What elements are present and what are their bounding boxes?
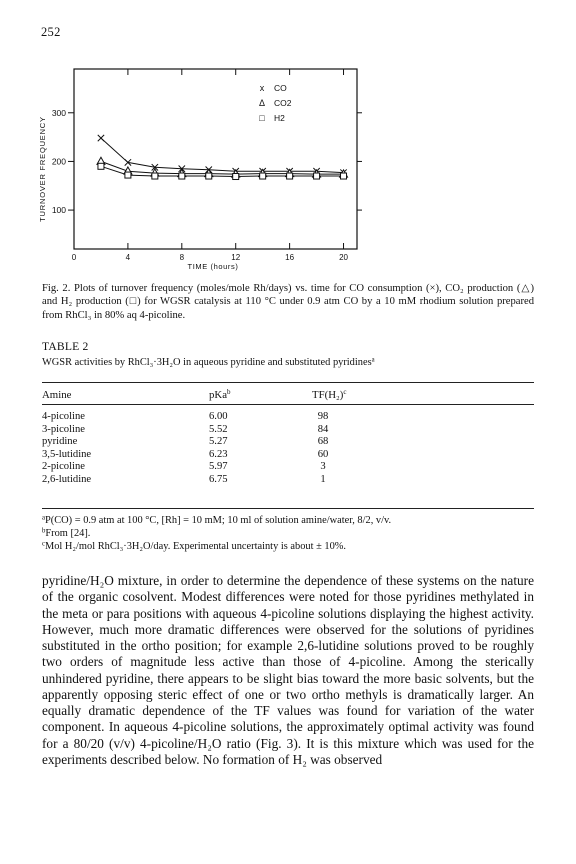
footnote-text: Mol H₂/mol RhCl₃·3H₂O/day. Experimental uncertainty is about ± 10%.	[45, 541, 347, 553]
x-tick-label: 4	[125, 253, 131, 262]
footnote-c	[42, 540, 542, 553]
cell-pka: 5.97	[209, 461, 228, 473]
header-pka	[209, 389, 231, 401]
cell-tf: 1	[320, 473, 326, 485]
table-row	[42, 424, 534, 437]
table-caption	[42, 357, 542, 368]
header-tf-label: TF(H₂)	[312, 389, 344, 401]
table-header-rule	[42, 404, 534, 405]
cell-amine: 2,6-lutidine	[42, 473, 92, 485]
footnote-mark: b	[42, 527, 46, 535]
x-tick-label: 8	[179, 253, 185, 262]
cell-pka: 6.23	[209, 448, 228, 460]
cell-pka: 5.52	[209, 423, 228, 435]
y-tick-label: 300	[51, 107, 66, 118]
table-row	[42, 449, 534, 462]
x-tick-label: 0	[71, 253, 77, 262]
header-tf-mark: c	[343, 388, 347, 397]
table-row	[42, 436, 534, 449]
cell-pka: 6.00	[209, 411, 228, 422]
data-point-h2	[152, 173, 158, 179]
legend-label: H2	[274, 113, 285, 123]
data-point-co	[98, 135, 104, 141]
table-body	[42, 411, 534, 487]
page-number: 252	[41, 25, 61, 39]
series-line-co2	[101, 161, 344, 174]
data-point-h2	[98, 163, 104, 169]
legend-marker: Δ	[258, 98, 266, 108]
data-point-h2	[341, 173, 347, 179]
cell-amine: pyridine	[42, 436, 78, 448]
table-footnotes	[42, 514, 542, 554]
table-header-row	[42, 389, 534, 403]
data-point-h2	[206, 173, 212, 179]
table-row	[42, 474, 534, 487]
table-top-rule	[42, 382, 534, 383]
cell-pka: 5.27	[209, 436, 228, 448]
x-tick-label: 20	[339, 253, 348, 262]
series-line-co	[101, 138, 344, 173]
cell-tf: 3	[320, 461, 326, 473]
table-caption-footnote-mark: a	[371, 356, 375, 364]
header-amine: Amine	[42, 389, 72, 401]
cell-amine: 3,5-lutidine	[42, 448, 92, 460]
data-point-h2	[314, 173, 320, 179]
footnote-text: From [24].	[45, 528, 91, 540]
data-point-h2	[125, 172, 131, 178]
data-point-h2	[233, 174, 239, 180]
data-point-h2	[287, 173, 293, 179]
x-axis-label: TIME (hours)	[187, 262, 239, 271]
cell-tf: 84	[317, 423, 329, 435]
x-tick-label: 16	[285, 253, 295, 262]
footnote-mark: c	[42, 540, 45, 548]
figure-caption-label: Fig. 2.	[42, 283, 71, 294]
legend-marker: □	[259, 113, 265, 123]
footnote-a	[42, 514, 542, 527]
figure-caption	[42, 282, 534, 322]
figure-caption-text: Plots of turnover frequency (moles/mole Rh/days) vs. time for CO consumption (×), CO₂ production (△) and H₂ production (□) for WGSR catalysis at 110 °C under 0.9 atm CO by a 10 mM rhodium solution prepared from RhCl₃ in 80% aq 4-picoline.	[42, 283, 535, 321]
header-tf	[312, 389, 346, 401]
legend-label: CO	[274, 83, 287, 93]
y-tick-label: 100	[51, 205, 66, 216]
y-axis-label: TURNOVER FREQUENCY	[38, 116, 47, 222]
header-pka-label: pKa	[209, 389, 227, 401]
cell-tf: 98	[317, 411, 329, 422]
table-caption-text: WGSR activities by RhCl₃·3H₂O in aqueous pyridine and substituted pyridines	[42, 357, 372, 368]
table-title: TABLE 2	[42, 340, 89, 353]
figure-turnover-frequency	[38, 62, 372, 272]
cell-amine: 4-picoline	[42, 411, 85, 422]
cell-tf: 68	[317, 436, 329, 448]
plot-frame	[74, 69, 357, 249]
data-point-h2	[179, 173, 185, 179]
footnote-text: P(CO) = 0.9 atm at 100 °C, [Rh] = 10 mM; 10 ml of solution amine/water, 8/2, v/v.	[45, 515, 392, 526]
body-paragraph: pyridine/H₂O mixture, in order to determine the dependence of these systems on the nature of the organic cosolvent. Modest differences were noted for those pyridines methylated in the meta or para positions with aqueous 4-picoline solutions displaying the highest activity. However, much more dramatic differences were observed for the solutions of pyridines substituted in the ortho position; for example 2,6-lutidine solutions proved to be roughly two orders of magnitude less active than those of 4-picoline. Among the sterically unhindered pyridine, there appears to be slight bias toward the more basic solvents, but the apparently opposing steric effect of one or two ortho methyls is dramatically larger. An equally dramatic dependence of the TF values was found for variation of the water component. In aqueous 4-picoline solutions, the approximately optimal activity was found for a 80/20 (v/v) 4-picoline/H₂O ratio (Fig. 3). It is this mixture which was used for the experiments described below. No formation of H₂ was observed	[42, 573, 534, 767]
data-point-h2	[260, 173, 266, 179]
x-tick-label: 12	[231, 253, 241, 262]
table-row	[42, 461, 534, 474]
table-bottom-rule	[42, 508, 534, 509]
legend-label: CO2	[274, 98, 292, 108]
table-row	[42, 411, 534, 424]
cell-pka: 6.75	[209, 473, 228, 485]
cell-amine: 2-picoline	[42, 461, 85, 473]
turnover-chart	[38, 62, 372, 272]
cell-tf: 60	[317, 448, 329, 460]
legend-marker: x	[259, 83, 265, 93]
header-pka-mark: b	[227, 388, 231, 397]
footnote-b	[42, 527, 542, 540]
y-tick-label: 200	[51, 156, 66, 167]
cell-amine: 3-picoline	[42, 423, 85, 435]
footnote-mark: a	[42, 514, 45, 522]
